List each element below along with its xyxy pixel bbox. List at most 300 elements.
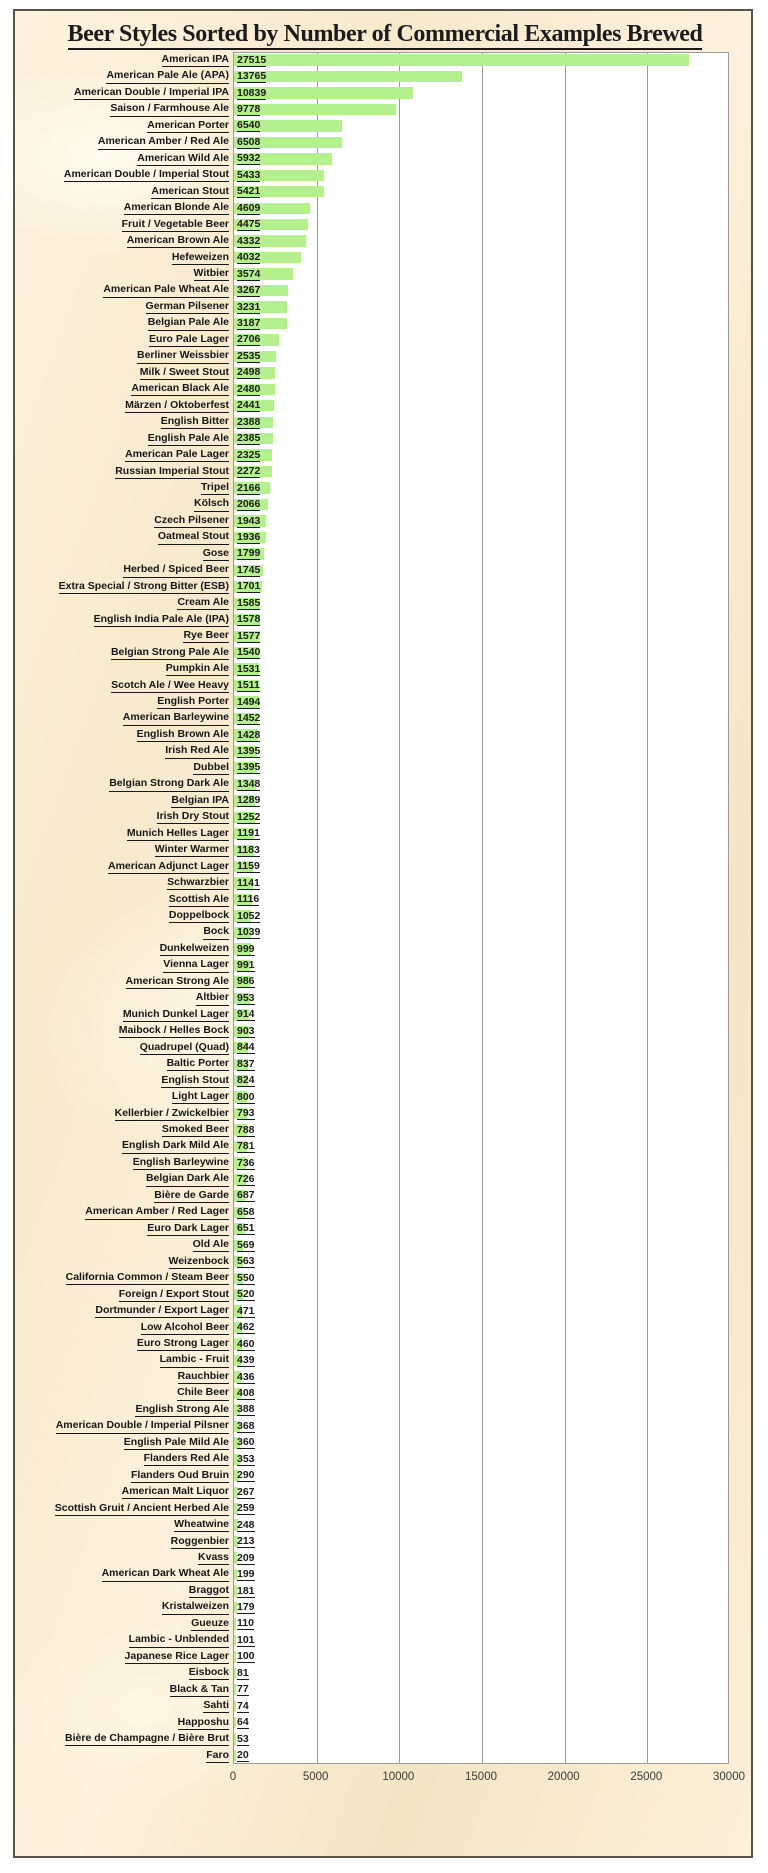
chart-row (147, 316, 729, 330)
category-label: Belgian Strong Dark Ale (109, 777, 229, 791)
bar-value-label: 9778 (237, 102, 261, 115)
chart-row (140, 1320, 729, 1335)
bar (234, 54, 689, 65)
bar-value-label: 179 (237, 1600, 255, 1613)
chart-row (193, 760, 729, 775)
bar-value-label: 460 (237, 1337, 255, 1350)
category-label: English India Pale Ale (IPA) (94, 613, 229, 627)
bar-value-label: 1141 (237, 876, 260, 889)
chart-row (103, 283, 729, 297)
category-label: American Porter (147, 119, 229, 133)
category-label: Russian Imperial Stout (115, 465, 229, 479)
category-label: Herbed / Spiced Beer (123, 563, 229, 577)
category-label: Gueuze (191, 1617, 229, 1631)
category-label: American Barleywine (123, 711, 229, 725)
bar-value-label: 213 (237, 1535, 255, 1548)
category-label: American Stout (151, 185, 229, 199)
chart-row (145, 1172, 729, 1186)
chart-row (154, 513, 729, 528)
chart-row (191, 1616, 729, 1631)
bar-value-label: 520 (237, 1288, 255, 1301)
bar-value-label: 290 (237, 1469, 255, 1482)
chart-row (63, 168, 729, 182)
bar-value-label: 550 (237, 1271, 255, 1284)
category-label: Happoshu (178, 1716, 229, 1730)
bar-value-label: 1943 (237, 514, 261, 527)
category-label: Flanders Oud Bruin (131, 1469, 229, 1483)
bar-value-label: 1494 (237, 695, 261, 708)
chart-row (147, 1221, 729, 1236)
bar-value-label: 1428 (237, 728, 261, 741)
bar-value-label: 800 (237, 1090, 255, 1103)
chart-row (156, 810, 729, 824)
chart-row (192, 1238, 729, 1252)
category-label: English Pale Ale (148, 432, 229, 446)
category-label: American Double / Imperial IPA (74, 86, 229, 100)
bar-value-label: 13765 (237, 70, 267, 83)
category-label: Munich Dunkel Lager (123, 1008, 229, 1022)
category-label: Old Ale (193, 1238, 229, 1252)
chart-row (157, 695, 729, 709)
chart-row (177, 596, 729, 610)
chart-row (125, 398, 729, 413)
category-label: Rauchbier (178, 1370, 229, 1384)
bar-value-label: 1452 (237, 712, 261, 725)
bar-value-label: 471 (237, 1304, 255, 1317)
plot-wrapper (54, 52, 745, 1795)
category-label: Oatmeal Stout (158, 530, 229, 544)
chart-row (143, 1452, 729, 1466)
chart-row (177, 1369, 729, 1384)
bar-value-label: 3267 (237, 284, 261, 297)
bar (234, 1733, 236, 1744)
bar (234, 1701, 236, 1712)
bar-value-label: 999 (237, 942, 255, 955)
bar-value-label: 110 (237, 1617, 254, 1630)
chart-row (168, 892, 729, 907)
category-label: Braggot (189, 1584, 229, 1598)
chart-row (114, 1106, 729, 1121)
chart-row (128, 1633, 729, 1647)
chart-row (177, 1386, 729, 1400)
bar-value-label: 209 (237, 1551, 255, 1564)
chart-row (203, 1699, 729, 1713)
page-title (15, 21, 753, 48)
bar-value-label: 10839 (237, 86, 267, 99)
bar-value-label: 1039 (237, 926, 261, 939)
category-label: German Pilsener (146, 300, 229, 314)
chart-row (121, 217, 729, 232)
chart-row (174, 1518, 729, 1532)
category-label: American Pale Lager (125, 448, 229, 462)
chart-row (111, 678, 729, 693)
chart-row (161, 1073, 729, 1088)
chart-row (193, 497, 729, 511)
bar-value-label: 3187 (237, 316, 261, 329)
chart-row (193, 267, 729, 281)
bar (234, 71, 462, 82)
chart-row (125, 974, 729, 989)
bar-value-label: 1745 (237, 563, 261, 576)
bar-value-label: 824 (237, 1074, 255, 1087)
category-label: Doppelbock (169, 909, 229, 923)
bar-value-label: 1540 (237, 646, 261, 659)
category-label: American Brown Ale (127, 234, 229, 248)
chart-row (65, 1732, 729, 1746)
category-label: Märzen / Oktoberfest (125, 399, 229, 413)
bar-value-label: 1348 (237, 777, 261, 790)
bar-value-label: 1183 (237, 843, 260, 856)
category-label: American Malt Liquor (122, 1485, 229, 1499)
bar-value-label: 903 (237, 1024, 255, 1037)
bar-value-label: 837 (237, 1057, 255, 1070)
chart-row (163, 958, 729, 972)
category-label: Altbier (196, 991, 229, 1005)
chart-row (166, 1057, 729, 1071)
category-label: Scottish Ale (169, 893, 229, 907)
chart-row (110, 645, 729, 660)
chart-row (73, 85, 729, 100)
category-label: American Black Ale (131, 382, 229, 396)
bar-value-label: 101 (237, 1633, 255, 1646)
chart-row (168, 1254, 729, 1269)
bar-value-label: 199 (237, 1568, 255, 1581)
chart-row (109, 777, 729, 791)
bar-value-label: 436 (237, 1370, 255, 1383)
category-label: Dunkelweizen (160, 942, 229, 956)
chart-row (149, 332, 729, 347)
chart-row (136, 349, 729, 363)
category-label: Scotch Ale / Wee Heavy (111, 679, 229, 693)
category-label: Dubbel (193, 761, 229, 775)
category-label: English Bitter (161, 415, 229, 429)
chart-row (65, 1271, 729, 1285)
chart-row (93, 612, 729, 627)
category-label: English Porter (157, 695, 229, 709)
category-label: Roggenbier (171, 1535, 229, 1549)
chart-row (198, 1551, 729, 1565)
bar-value-label: 2535 (237, 349, 261, 362)
chart-row (151, 184, 729, 199)
bar-value-label: 736 (237, 1156, 255, 1169)
category-label: Maibock / Helles Bock (119, 1024, 229, 1038)
x-axis (229, 1764, 745, 1794)
bar-value-label: 388 (237, 1403, 255, 1416)
chart-row (123, 1435, 729, 1450)
chart-row (147, 118, 729, 133)
x-axis-tick-label: 20000 (547, 1771, 580, 1783)
chart-row (139, 1040, 729, 1055)
bar-value-label: 1799 (237, 547, 261, 560)
category-label: Witbier (194, 267, 230, 281)
bar-value-label: 2441 (237, 399, 261, 412)
category-label: American Dark Wheat Ale (102, 1567, 229, 1581)
category-label: English Strong Ale (135, 1403, 229, 1417)
x-axis-tick-label: 5000 (302, 1771, 329, 1783)
bar-value-label: 986 (237, 975, 255, 988)
bar-value-label: 1701 (237, 580, 261, 593)
category-label: Hefeweizen (172, 251, 229, 265)
chart-row (118, 1024, 729, 1038)
bar-value-label: 793 (237, 1107, 255, 1120)
category-label: Berliner Weissbier (137, 349, 229, 363)
bar-value-label: 4475 (237, 218, 261, 231)
bar (234, 1750, 236, 1761)
bar-value-label: 4332 (237, 234, 261, 247)
chart-row (157, 530, 729, 544)
category-label: Rye Beer (183, 629, 229, 643)
chart-row (123, 563, 729, 577)
bar-value-label: 462 (237, 1321, 255, 1334)
bar-value-label: 77 (237, 1683, 249, 1696)
category-label: Kölsch (194, 497, 229, 511)
chart-row (168, 909, 729, 923)
category-label: Wheatwine (174, 1518, 229, 1532)
chart-row (115, 464, 729, 479)
category-label: Schwarzbier (167, 876, 229, 890)
category-label: Belgian Pale Ale (148, 316, 229, 330)
category-label: Smoked Beer (162, 1123, 229, 1137)
bar-value-label: 651 (237, 1222, 255, 1235)
category-label: American IPA (162, 53, 230, 67)
chart-row (132, 1155, 729, 1170)
chart-row (97, 135, 729, 149)
bar-value-label: 4032 (237, 251, 261, 264)
bar-value-label: 259 (237, 1502, 255, 1515)
chart-container (13, 9, 753, 1858)
chart-row (101, 1567, 729, 1581)
chart-row (126, 826, 729, 841)
bar-value-label: 1395 (237, 761, 261, 774)
bar-value-label: 248 (237, 1518, 255, 1531)
category-label: Weizenbock (169, 1255, 230, 1269)
bar-value-label: 5932 (237, 152, 261, 165)
chart-row (130, 1468, 729, 1483)
plot-area (54, 52, 729, 1764)
category-label: English Pale Mild Ale (124, 1436, 229, 1450)
category-label: American Pale Ale (APA) (106, 69, 229, 83)
bar-value-label: 360 (237, 1436, 255, 1449)
bar-value-label: 1585 (237, 596, 261, 609)
chart-row (161, 1123, 729, 1137)
category-label: Kristalweizen (162, 1600, 229, 1614)
chart-row (123, 201, 729, 215)
bar-value-label: 100 (237, 1650, 255, 1663)
category-label: Dortmunder / Export Lager (95, 1304, 229, 1318)
bar-value-label: 1289 (237, 794, 261, 807)
category-label: Eisbock (189, 1666, 229, 1680)
bar-value-label: 368 (237, 1419, 255, 1432)
category-label: Bock (203, 925, 229, 939)
category-label: Quadrupel (Quad) (140, 1041, 229, 1055)
category-label: Vienna Lager (163, 958, 229, 972)
category-label: Flanders Red Ale (144, 1452, 229, 1466)
category-label: Saison / Farmhouse Ale (110, 102, 229, 116)
chart-row (161, 53, 729, 67)
bar-value-label: 2706 (237, 333, 261, 346)
chart-row (154, 1188, 729, 1203)
bar-value-label: 844 (237, 1041, 255, 1054)
bar-value-label: 1252 (237, 810, 261, 823)
x-axis-tick-label: 30000 (713, 1771, 745, 1783)
chart-row (202, 546, 729, 561)
bar (234, 1684, 236, 1695)
category-label: Light Lager (172, 1090, 229, 1104)
bar-value-label: 1577 (237, 629, 261, 642)
category-label: Lambic - Fruit (160, 1353, 229, 1367)
bar-value-label: 2272 (237, 465, 261, 478)
bar-value-label: 2066 (237, 498, 261, 511)
category-label: American Blonde Ale (124, 201, 229, 215)
category-label: Euro Pale Lager (149, 333, 229, 347)
bar-value-label: 658 (237, 1205, 255, 1218)
chart-row (154, 843, 729, 857)
chart-row (118, 1287, 729, 1302)
chart-row (165, 744, 729, 758)
chart-row (125, 448, 729, 462)
bar-value-label: 353 (237, 1452, 255, 1465)
category-label: Bière de Champagne / Bière Brut (65, 1732, 229, 1746)
bar-value-label: 2480 (237, 382, 261, 395)
chart-row (122, 1007, 729, 1022)
bar-value-label: 781 (237, 1140, 255, 1153)
chart-row (55, 1419, 729, 1433)
bar (234, 1717, 236, 1728)
bar-value-label: 27515 (237, 53, 267, 66)
category-label: American Wild Ale (137, 152, 229, 166)
category-label: American Amber / Red Ale (98, 135, 229, 149)
bar-value-label: 1159 (237, 860, 260, 873)
category-label: American Double / Imperial Pilsner (56, 1419, 229, 1433)
category-label: American Amber / Red Lager (85, 1205, 229, 1219)
chart-row (106, 69, 729, 83)
bar-value-label: 2498 (237, 366, 261, 379)
category-label: California Common / Steam Beer (66, 1271, 229, 1285)
bar-value-label: 914 (237, 1008, 255, 1021)
chart-row (136, 1337, 729, 1351)
bar-value-label: 6508 (237, 135, 261, 148)
chart-row (137, 151, 729, 166)
bar-value-label: 1052 (237, 909, 261, 922)
chart-row (95, 1304, 729, 1318)
chart-row (85, 1205, 729, 1219)
bar-value-label: 788 (237, 1123, 255, 1136)
bar-value-label: 726 (237, 1172, 255, 1185)
bar (234, 1635, 236, 1646)
x-axis-tick-label: 10000 (382, 1771, 415, 1783)
chart-row (126, 234, 729, 248)
category-label: Cream Ale (177, 596, 229, 610)
chart-row (131, 382, 729, 396)
category-label: Irish Red Ale (165, 744, 229, 758)
bar (234, 1651, 236, 1662)
bar-value-label: 64 (237, 1716, 249, 1729)
category-label: Euro Strong Lager (137, 1337, 229, 1351)
bar-value-label: 1395 (237, 744, 261, 757)
chart-row (177, 1715, 729, 1730)
chart-row (203, 925, 729, 939)
x-axis-tick-label: 0 (229, 1771, 237, 1783)
category-label: Winter Warmer (155, 843, 229, 857)
chart-row (159, 1353, 729, 1367)
bar-value-label: 2325 (237, 448, 261, 461)
category-label: Belgian Dark Ale (146, 1172, 229, 1186)
category-label: American Double / Imperial Stout (64, 168, 229, 182)
chart-row (170, 1534, 729, 1549)
category-label: Lambic - Unblended (129, 1633, 229, 1647)
category-label: Chile Beer (177, 1386, 229, 1400)
category-label: Pumpkin Ale (166, 662, 229, 676)
bar-value-label: 563 (237, 1255, 255, 1268)
chart-row (122, 711, 729, 725)
bar-value-label: 1511 (237, 679, 260, 692)
chart-row (124, 1649, 729, 1664)
bar-value-label: 5421 (237, 185, 261, 198)
chart-row (171, 1090, 729, 1104)
category-label: English Brown Ale (137, 728, 229, 742)
chart-row (171, 250, 729, 265)
chart-row (121, 1485, 729, 1499)
bar-value-label: 1578 (237, 613, 261, 626)
category-label: Sahti (203, 1699, 229, 1713)
chart-row (110, 102, 729, 116)
bar (234, 1668, 236, 1679)
category-label: American Strong Ale (126, 975, 229, 989)
chart-row (136, 727, 729, 742)
category-label: American Pale Wheat Ale (103, 283, 229, 297)
bar-value-label: 2166 (237, 481, 261, 494)
chart-row (122, 1139, 729, 1153)
category-label: Fruit / Vegetable Beer (122, 218, 229, 232)
chart-row (159, 941, 729, 956)
bar-value-label: 3231 (237, 300, 261, 313)
category-label: Gose (203, 547, 229, 561)
category-label: Tripel (201, 481, 229, 495)
category-label: Foreign / Export Stout (119, 1288, 229, 1302)
bar-value-label: 53 (237, 1732, 249, 1745)
bar-value-label: 81 (237, 1666, 249, 1679)
bar-value-label: 1116 (237, 893, 260, 906)
bar-value-label: 74 (237, 1699, 249, 1712)
chart-row (171, 793, 729, 808)
bar-value-label: 2385 (237, 432, 261, 445)
bar-value-label: 267 (237, 1485, 255, 1498)
bar-value-label: 569 (237, 1238, 255, 1251)
bar-value-label: 1191 (237, 827, 260, 840)
bar-value-label: 991 (237, 958, 255, 971)
bar-value-label: 181 (237, 1584, 255, 1597)
chart-title-text: Beer Styles Sorted by Number of Commercial Examples Brewed (68, 21, 703, 50)
category-label: Scottish Gruit / Ancient Herbed Ale (55, 1502, 229, 1516)
category-label: Belgian Strong Pale Ale (111, 646, 229, 660)
chart-row (195, 991, 729, 1005)
chart-row (108, 859, 729, 874)
category-label: Extra Special / Strong Bitter (ESB) (59, 580, 229, 594)
chart-row (135, 1402, 729, 1417)
category-label: Bière de Garde (154, 1189, 229, 1203)
chart-row (188, 1583, 729, 1598)
chart-row (183, 629, 729, 643)
category-label: Kellerbier / Zwickelbier (115, 1107, 229, 1121)
category-label: Milk / Sweet Stout (140, 366, 229, 380)
x-axis-tick-label: 15000 (465, 1771, 497, 1783)
chart-row (145, 299, 729, 314)
bar-value-label: 439 (237, 1354, 255, 1367)
category-label: Japanese Rice Lager (125, 1650, 229, 1664)
chart-row (54, 1501, 729, 1516)
chart-row (161, 1600, 729, 1614)
category-label: English Stout (161, 1074, 229, 1088)
